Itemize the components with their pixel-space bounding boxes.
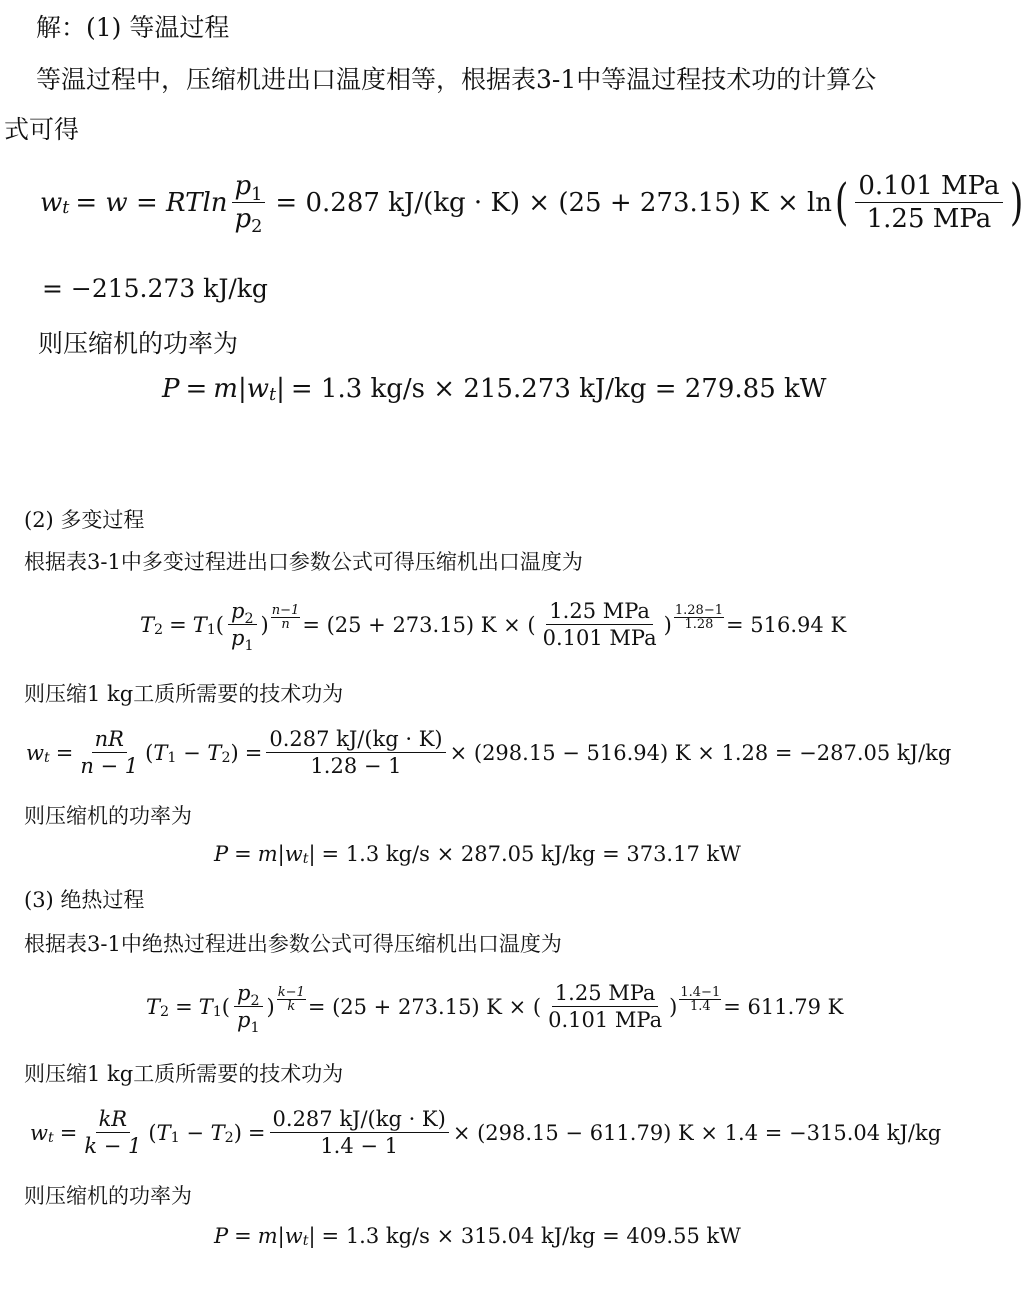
power-label-polytropic: 则压缩机的功率为 — [24, 804, 192, 828]
paragraph-adiabatic: 根据表3-1中绝热过程进出参数公式可得压缩机出口温度为 — [24, 932, 562, 956]
equation-adiabatic-power: P = m | w t | = 1.3 kg/s × 315.04 kJ/kg = 409.55 kW — [214, 1224, 741, 1249]
paragraph-isothermal-line1: 等温过程中，压缩机进出口温度相等，根据表3-1中等温过程技术功的计算公 — [36, 65, 877, 94]
equation-isothermal-result: = −215.273 kJ/kg — [42, 274, 268, 303]
power-label-adiabatic: 则压缩机的功率为 — [24, 1184, 192, 1208]
heading-isothermal: 解：(1) 等温过程 — [36, 13, 230, 42]
heading-adiabatic: (3) 绝热过程 — [24, 888, 145, 912]
power-label-isothermal: 则压缩机的功率为 — [38, 329, 239, 358]
equation-adiabatic-work: w t = $\frac{kR}{k - 1}$ ( T 1 − T 2 ) = $\frac{0.287 kJ/(kg \cdot K)}{1.4 - 1}$ × (298.15 − 611.79) K × 1.4 = −315.04 kJ/kg — [30, 1107, 942, 1159]
pressure-ratio-fraction: $\frac{p_1}{p_2}$ — [232, 172, 266, 233]
equation-isothermal-work: w t = w = RTln $\frac{p_1}{p_2}$ = 0.287 kJ/(kg · K) × (25 + 273.15) K × ln ( $\frac{\text{0.101 MPa}}{\text{1.25 MPa}}$ ) — [40, 171, 1023, 238]
equation-adiabatic-temperature: T 2 = T 1 ( $\frac{p_2}{p_1}$ ) $\frac{k-1}{k}$ = (25 + 273.15) K × ( $\frac{\text{1.25 MPa}}{\text{0.101 MPa}}$ ) $\frac{1.4-1}{1.4}$ = 611.79 K — [146, 981, 844, 1036]
ln-argument-fraction: $\frac{\text{0.101 MPa}}{\text{1.25 MPa}}$ — [855, 172, 1002, 233]
equation-isothermal-power: P = m | w t | = 1.3 kg/s × 215.273 kJ/kg = 279.85 kW — [162, 374, 827, 405]
paragraph-polytropic: 根据表3-1中多变过程进出口参数公式可得压缩机出口温度为 — [24, 550, 583, 574]
heading-polytropic: (2) 多变过程 — [24, 508, 145, 532]
equation-polytropic-temperature: T 2 = T 1 ( $\frac{p_2}{p_1}$ ) $\frac{n-1}{n}$ = (25 + 273.15) K × ( $\frac{\text{1.25 MPa}}{\text{0.101 MPa}}$ ) $\frac{1.28-1}{1.28}$ = 516.94 K — [140, 599, 847, 654]
equation-polytropic-power: P = m | w t | = 1.3 kg/s × 287.05 kJ/kg = 373.17 kW — [214, 842, 741, 867]
work-label-adiabatic: 则压缩1 kg工质所需要的技术功为 — [24, 1062, 344, 1086]
paragraph-isothermal-line2: 式可得 — [4, 115, 80, 144]
equation-polytropic-work: w t = $\frac{nR}{n - 1}$ ( T 1 − T 2 ) = $\frac{0.287 kJ/(kg \cdot K)}{1.28 - 1}$ × (298.15 − 516.94) K × 1.28 = −287.05 kJ/kg — [26, 727, 952, 779]
work-label-polytropic: 则压缩1 kg工质所需要的技术功为 — [24, 682, 344, 706]
